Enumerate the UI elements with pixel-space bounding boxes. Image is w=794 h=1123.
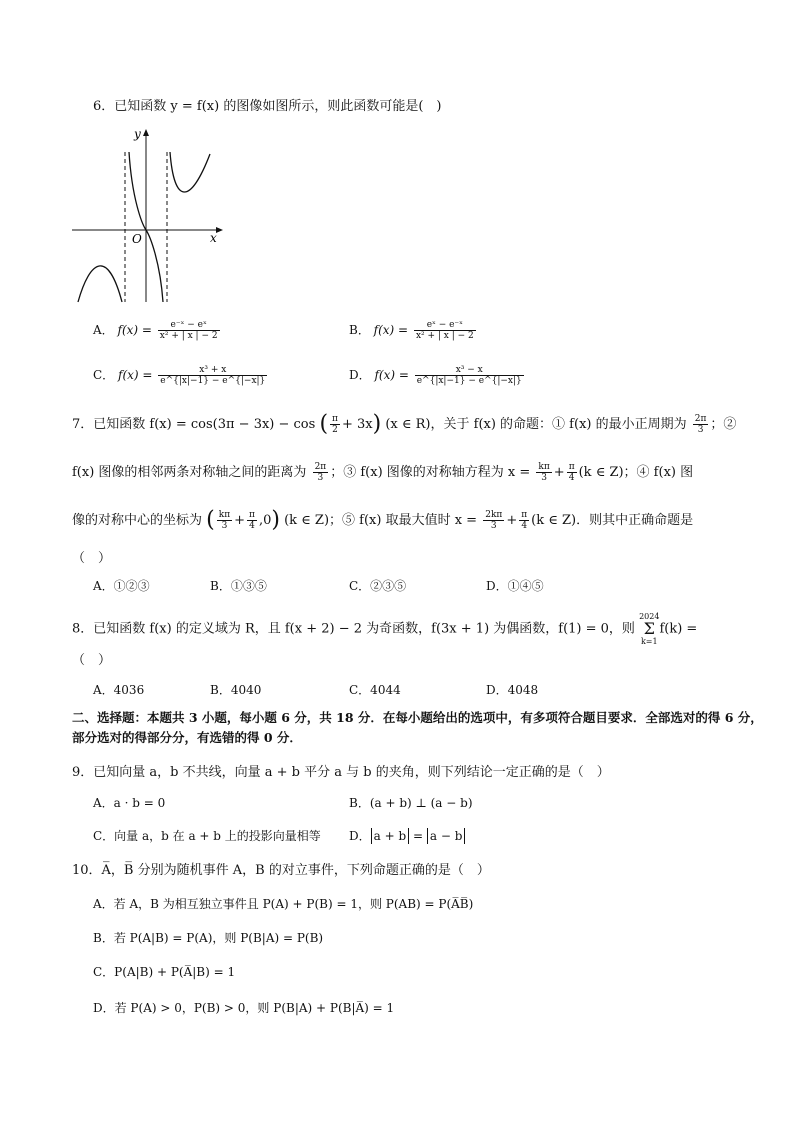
q9-option-a[interactable]: A．a · b = 0 [93, 796, 166, 810]
q7-option-b[interactable]: B．①③⑤ [210, 579, 267, 593]
q6-option-a[interactable]: A． f(x) = $\frac{\text{e⁻ˣ − eˣ}}{\text{x² + | x | − 2}}$ [93, 320, 218, 341]
q9-option-c[interactable]: C．向量 a，b 在 a + b 上的投影向量相等 [93, 829, 321, 843]
q8-option-c[interactable]: C．4044 [349, 683, 401, 697]
x-axis-label: x [210, 231, 217, 245]
q7-answer-paren: （ ） [72, 551, 112, 566]
q7-option-d[interactable]: D．①④⑤ [486, 579, 544, 593]
q7-option-c[interactable]: C．②③⑤ [349, 579, 407, 593]
q7-line-2: f(x) 图像的相邻两条对称轴之间的距离为 $\frac{2\pi}{3}$ ；③ f(x) 图像的对称轴方程为 x = $\frac{k\pi}{3}$ + $\frac{\pi}{4}$ (k ∈ Z)；④ f(x) 图 [72, 462, 694, 483]
q6-function-graph [68, 124, 248, 304]
q10-option-a[interactable]: A．若 A，B 为相互独立事件且 P(A) + P(B) = 1，则 P(AB) = P(A̅B̅) [93, 897, 474, 911]
q6-option-d[interactable]: D． f(x) = $\frac{\text{x³ − x}}{e\^{}\{|x|-1\} - e\^{}\{|-x|\}}$ [349, 365, 522, 386]
y-axis-arrow [143, 129, 149, 136]
summation: 2024 Σ k=1 [639, 612, 660, 646]
q8-option-a[interactable]: A．4036 [93, 683, 145, 697]
q10-stem: 10．A̅，B̅ 分别为随机事件 A，B 的对立事件，下列命题正确的是（ ） [72, 863, 490, 878]
q10-option-d[interactable]: D．若 P(A) > 0，P(B) > 0，则 P(B|A) + P(B|A̅) = 1 [93, 1001, 395, 1015]
q6-stem: 6．已知函数 y = f(x) 的图像如图所示，则此函数可能是( ) [93, 99, 442, 114]
origin-label: O [132, 232, 142, 246]
section-2-heading: 二、选择题：本题共 3 小题，每小题 6 分，共 18 分．在每小题给出的选项中，有多项符合题目要求．全部选对的得 6 分，部分选对的得部分分，有选错的得 0 分． [72, 710, 763, 745]
q8-option-d[interactable]: D．4048 [486, 683, 539, 697]
q8-line-1: 8．已知函数 f(x) 的定义域为 R，且 f(x + 2) − 2 为奇函数，f(3x + 1) 为偶函数，f(1) = 0，则 2024 Σ k=1f(k) = [72, 612, 698, 646]
q10-option-b[interactable]: B．若 P(A|B) = P(A)，则 P(B|A) = P(B) [93, 931, 324, 945]
q10-option-c[interactable]: C．P(A|B) + P(A̅|B) = 1 [93, 965, 236, 979]
q6-option-c[interactable]: C． f(x) = $\frac{\text{x³ + x}}{e\^{}\{|x|-1\} - e\^{}\{|-x|\}}$ [93, 365, 266, 386]
q9-option-b[interactable]: B．(a + b) ⊥ (a − b) [349, 796, 473, 810]
q6-option-b[interactable]: B． f(x) = $\frac{\text{eˣ − e⁻ˣ}}{\text{x² + | x | − 2}}$ [349, 320, 474, 341]
q9-stem: 9．已知向量 a，b 不共线，向量 a + b 平分 a 与 b 的夹角，则下列结论一定正确的是（ ） [72, 765, 610, 780]
q7-line-3: 像的对称中心的坐标为 ( $\frac{k\pi}{3}$ + $\frac{\pi}{4}$ ,0) (k ∈ Z)；⑤ f(x) 取最大值时 x = $\frac{2k\pi}{3}$ + $\frac{\pi}{4}$ (k ∈ Z)．则其中正确命题是 [72, 507, 694, 533]
q8-option-b[interactable]: B．4040 [210, 683, 262, 697]
x-axis-arrow [216, 227, 223, 233]
curve-right-branch [170, 152, 210, 192]
q7-line-1: 7．已知函数 f(x) = cos(3π − 3x) − cos ( $\frac{\pi}{2}$ + 3x) (x ∈ R)，关于 f(x) 的命题：① f(x) 的最小正周期为 $\frac{2\pi}{3}$ ；② [72, 411, 737, 437]
q8-answer-paren: （ ） [72, 653, 112, 668]
curve-left-branch [78, 266, 122, 302]
q7-option-a[interactable]: A．①②③ [93, 579, 150, 593]
y-axis-label: y [134, 127, 141, 141]
q9-option-d[interactable]: D． a + b = a − b [349, 828, 465, 844]
